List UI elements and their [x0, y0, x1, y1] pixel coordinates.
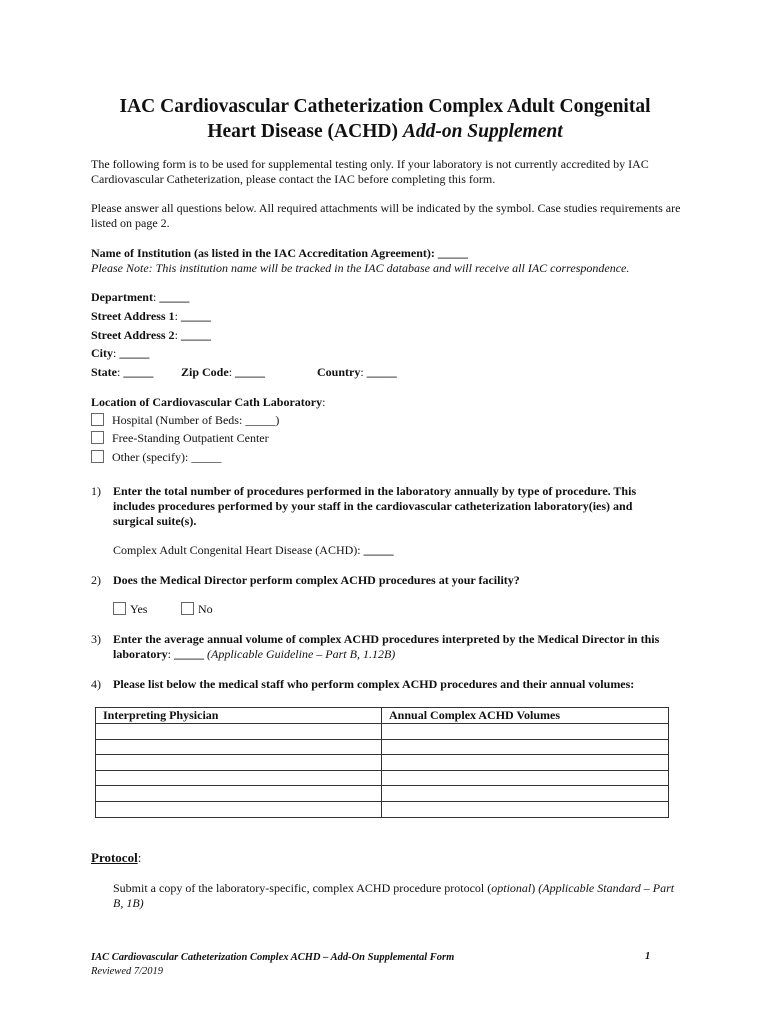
q2-number: 2) — [91, 573, 101, 587]
q2-no-option — [181, 602, 213, 617]
city-line: City: _____ — [91, 346, 150, 360]
city-label: City — [91, 346, 113, 360]
beds-field[interactable]: _____ — [245, 413, 276, 427]
hospital-close-paren: ) — [275, 413, 280, 427]
location-option-freestanding — [91, 431, 269, 446]
table-row — [96, 770, 669, 786]
title-line-1: IAC Cardiovascular Catheterization Complex Adult Congenital — [119, 96, 651, 117]
q3-question: Enter the average annual volume of complex ACHD procedures interpreted by the Medical Director in this laboratory — [113, 632, 660, 661]
state-field[interactable]: _____ — [123, 365, 154, 379]
freestanding-checkbox[interactable] — [91, 431, 104, 444]
q4-text: Please list below the medical staff who perform complex ACHD procedures and their annual volumes: — [113, 677, 635, 691]
protocol-heading: Protocol: — [91, 850, 142, 865]
institution-name-field[interactable]: _____ — [437, 246, 468, 260]
street2-field[interactable]: _____ — [180, 328, 211, 342]
department-line: Department: _____ — [91, 290, 190, 304]
q2-no-label: No — [198, 602, 213, 616]
q2-text: Does the Medical Director perform complex ACHD procedures at your facility? — [113, 573, 520, 587]
institution-note: Please Note: This institution name will be tracked in the IAC database and will receive all IAC correspondence. — [91, 261, 630, 275]
q2-yes-option — [113, 602, 147, 617]
physician-cell[interactable] — [96, 786, 382, 802]
table-header-row — [96, 708, 669, 724]
q3-guideline: (Applicable Guideline – Part B, 1.12B) — [207, 647, 396, 661]
protocol-guideline: (Applicable Standard – Part B, 1B) — [113, 881, 675, 910]
institution-label: Name of Institution (as listed in the IAC Accreditation Agreement): — [91, 246, 435, 260]
hospital-checkbox[interactable] — [91, 413, 104, 426]
street2-label: Street Address 2 — [91, 328, 175, 342]
volume-column-header: Annual Complex ACHD Volumes — [382, 708, 669, 724]
volume-cell[interactable] — [382, 755, 669, 771]
country-line: Country: _____ — [317, 365, 397, 379]
footer-title: IAC Cardiovascular Catheterization Complex ACHD – Add-On Supplemental Form — [91, 952, 455, 963]
page-number: 1 — [645, 951, 651, 962]
q2-no-checkbox[interactable] — [181, 602, 194, 615]
intro-paragraph-2: Please answer all questions below. All required attachments will be indicated by the symbol. Case studies requirements are listed on page 2. — [91, 201, 681, 230]
q1-field-label: Complex Adult Congenital Heart Disease (ACHD): — [113, 543, 361, 557]
department-label: Department — [91, 290, 153, 304]
q1-number: 1) — [91, 484, 101, 498]
street1-field[interactable]: _____ — [180, 309, 211, 323]
physician-cell[interactable] — [96, 770, 382, 786]
other-specify-field[interactable]: _____ — [191, 450, 222, 464]
q3-text: Enter the average annual volume of complex ACHD procedures interpreted by the Medical Director in this laboratory: _____ (Applicable Guideline – Part B, 1.12B) — [113, 632, 660, 661]
table-row — [96, 724, 669, 740]
table-row — [96, 801, 669, 817]
achd-count-field[interactable]: _____ — [363, 543, 394, 557]
title-line-2-plain: Heart Disease (ACHD) — [207, 121, 403, 142]
country-field[interactable]: _____ — [366, 365, 397, 379]
physician-cell[interactable] — [96, 801, 382, 817]
state-line: State: _____ — [91, 365, 154, 379]
protocol-instruction: Submit a copy of the laboratory-specific, complex ACHD procedure protocol ( — [113, 881, 492, 895]
physician-cell[interactable] — [96, 739, 382, 755]
country-label: Country — [317, 365, 361, 379]
table-row — [96, 755, 669, 771]
protocol-close-paren: ) — [531, 881, 539, 895]
street1-line: Street Address 1: _____ — [91, 309, 211, 323]
location-label: Location of Cardiovascular Cath Laboratory — [91, 395, 323, 409]
physician-cell[interactable] — [96, 755, 382, 771]
street1-label: Street Address 1 — [91, 309, 175, 323]
physician-cell[interactable] — [96, 724, 382, 740]
hospital-label: Hospital (Number of Beds: — [112, 413, 246, 427]
protocol-heading-text: Protocol — [91, 850, 138, 865]
zip-field[interactable]: _____ — [235, 365, 266, 379]
staff-volume-table — [95, 707, 669, 818]
protocol-text — [113, 881, 683, 911]
freestanding-label: Free-Standing Outpatient Center — [112, 431, 269, 445]
volume-cell[interactable] — [382, 770, 669, 786]
location-option-other — [91, 450, 221, 465]
table-row — [96, 786, 669, 802]
volume-cell[interactable] — [382, 724, 669, 740]
location-heading: Location of Cardiovascular Cath Laboratory: — [91, 395, 326, 409]
street2-line: Street Address 2: _____ — [91, 328, 211, 342]
institution-name-line — [91, 246, 691, 261]
q1-text: Enter the total number of procedures performed in the laboratory annually by type of procedure. This includes procedures performed by your staff in the cardiovascular catheterization laboratory(ies) and surgical suite(s). — [113, 484, 637, 528]
volume-cell[interactable] — [382, 801, 669, 817]
page-title — [80, 94, 690, 144]
other-label: Other (specify): — [112, 450, 192, 464]
q1-field-line — [113, 543, 394, 558]
zip-label: Zip Code — [181, 365, 229, 379]
intro-paragraph-1: The following form is to be used for supplemental testing only. If your laboratory is not currently accredited by IAC Cardiovascular Catheterization, please contact the IAC before completing this form. — [91, 157, 649, 186]
department-field[interactable]: _____ — [159, 290, 190, 304]
volume-cell[interactable] — [382, 786, 669, 802]
title-line-2 — [80, 119, 690, 144]
protocol-optional: optional — [491, 881, 532, 895]
table-row — [96, 739, 669, 755]
volume-cell[interactable] — [382, 739, 669, 755]
q4-number: 4) — [91, 677, 101, 691]
q2-yes-checkbox[interactable] — [113, 602, 126, 615]
title-line-2-italic: Add-on Supplement — [402, 121, 563, 142]
city-field[interactable]: _____ — [119, 346, 150, 360]
q3-number: 3) — [91, 632, 101, 646]
other-checkbox[interactable] — [91, 450, 104, 463]
zip-line: Zip Code: _____ — [181, 365, 266, 379]
footer-reviewed: Reviewed 7/2019 — [91, 966, 164, 977]
location-option-hospital — [91, 413, 279, 428]
state-label: State — [91, 365, 117, 379]
q2-yes-label: Yes — [130, 602, 148, 616]
director-volume-field[interactable]: _____ — [174, 647, 204, 661]
physician-column-header: Interpreting Physician — [96, 708, 382, 724]
page-footer — [91, 951, 661, 979]
